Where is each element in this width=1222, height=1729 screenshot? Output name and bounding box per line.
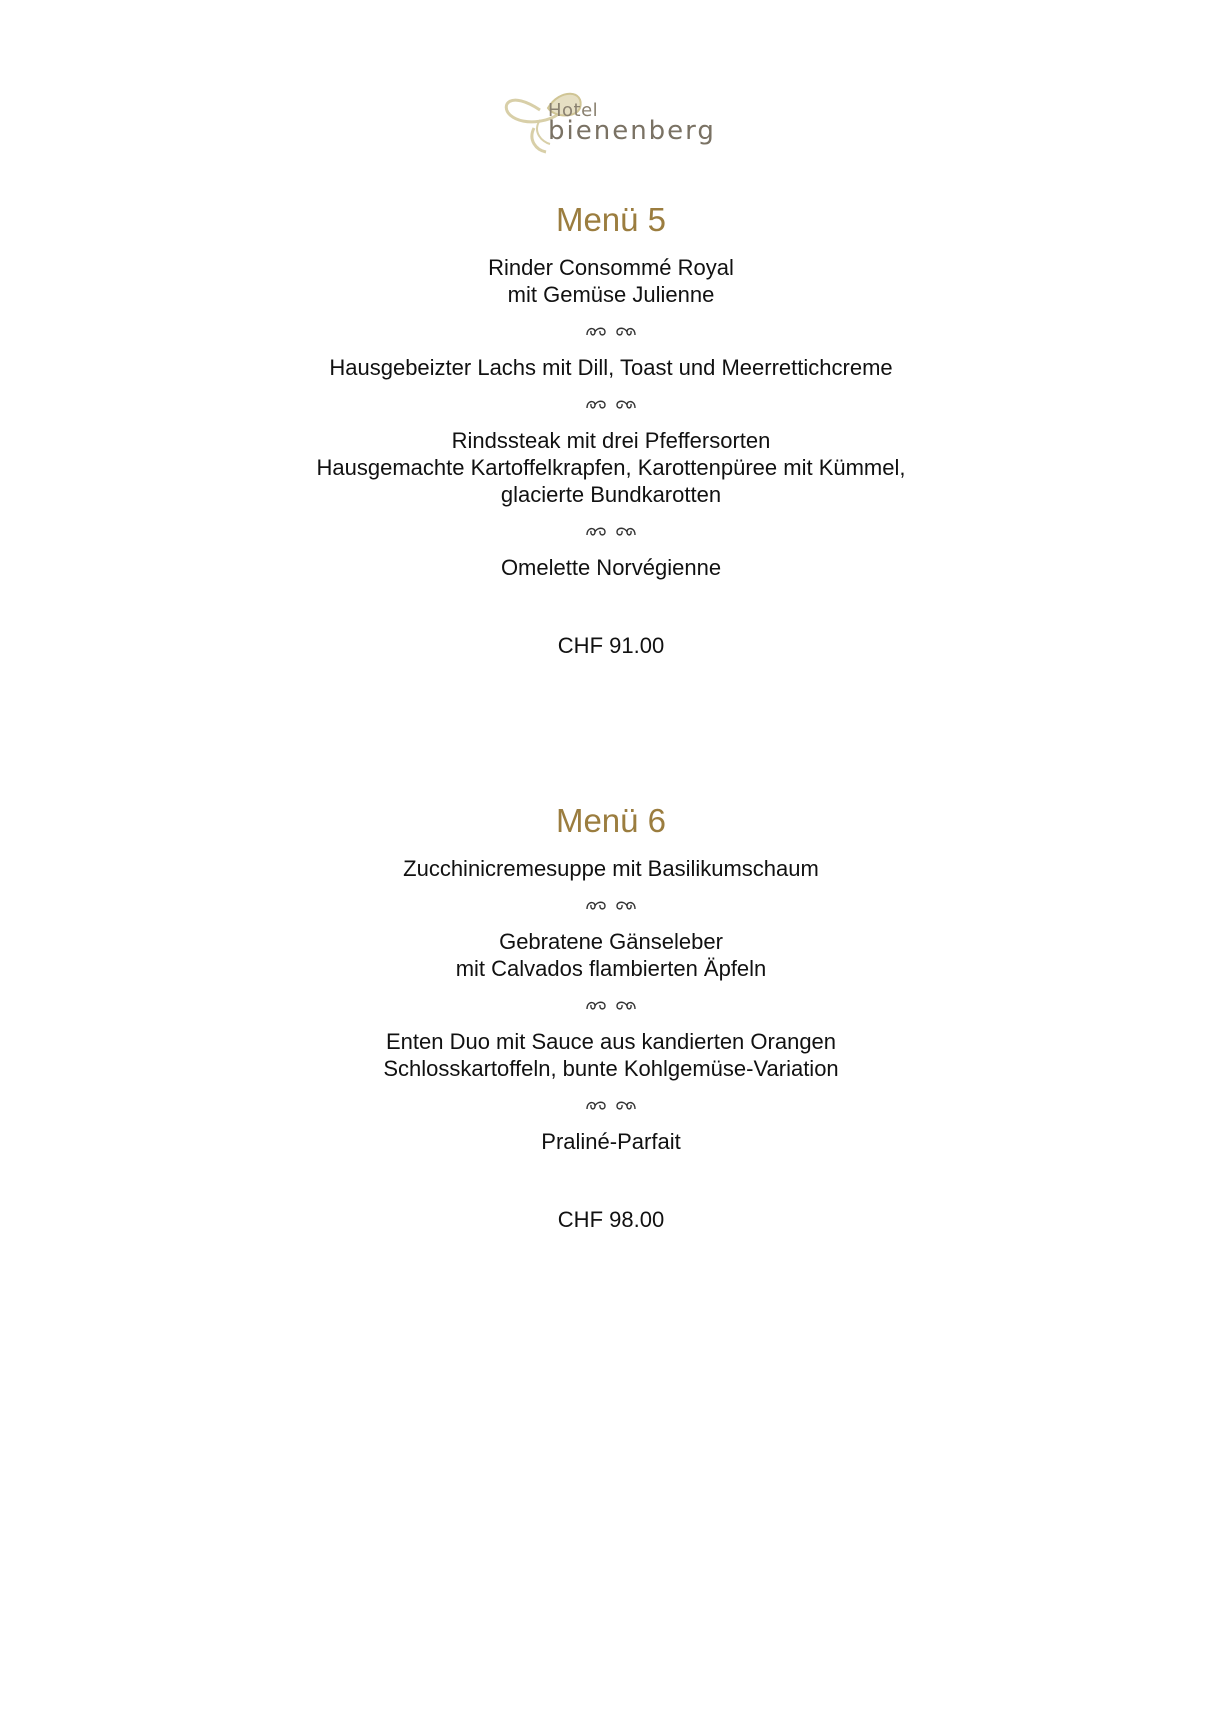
floral-ornament-icon <box>0 391 1222 417</box>
course-line: Zucchinicremesuppe mit Basilikumschaum <box>403 856 819 881</box>
course-line: mit Gemüse Julienne <box>507 282 715 307</box>
logo-name-text: bienenberg <box>548 116 716 146</box>
menu-price: CHF 91.00 <box>557 633 665 658</box>
menu-6 <box>0 801 1222 1233</box>
menu-course <box>0 1028 1222 1082</box>
menu-course <box>0 554 1222 581</box>
menu-price: CHF 98.00 <box>557 1207 665 1232</box>
course-line: Schlosskartoffeln, bunte Kohlgemüse-Variation <box>383 1056 839 1081</box>
course-line: Rindssteak mit drei Pfeffersorten <box>451 428 771 453</box>
course-line: Omelette Norvégienne <box>500 555 722 580</box>
floral-ornament-icon <box>0 1092 1222 1118</box>
menu-5 <box>0 200 1222 659</box>
hotel-logo <box>500 80 740 160</box>
menu-course <box>0 855 1222 882</box>
course-line: Hausgebeizter Lachs mit Dill, Toast und Meerrettichcreme <box>329 355 893 380</box>
course-line: Hausgemachte Kartoffelkrapfen, Karottenpüree mit Kümmel, <box>316 455 906 480</box>
course-line: Praliné-Parfait <box>541 1129 681 1154</box>
menu-course <box>0 254 1222 308</box>
floral-ornament-icon <box>0 318 1222 344</box>
menu-course <box>0 1128 1222 1155</box>
course-line: Gebratene Gänseleber <box>499 929 723 954</box>
course-line: mit Calvados flambierten Äpfeln <box>455 956 767 981</box>
logo-hotel-text: Hotel <box>548 100 599 121</box>
menu-course <box>0 354 1222 381</box>
menu-title: Menü 5 <box>555 201 667 238</box>
menu-title: Menü 6 <box>555 802 667 839</box>
floral-ornament-icon <box>0 992 1222 1018</box>
menu-course <box>0 928 1222 982</box>
course-line: Enten Duo mit Sauce aus kandierten Orangen <box>385 1029 837 1054</box>
floral-ornament-icon <box>0 518 1222 544</box>
course-line: Rinder Consommé Royal <box>488 255 734 280</box>
menu-course <box>0 427 1222 508</box>
floral-ornament-icon <box>0 892 1222 918</box>
course-line: glacierte Bundkarotten <box>500 482 722 507</box>
